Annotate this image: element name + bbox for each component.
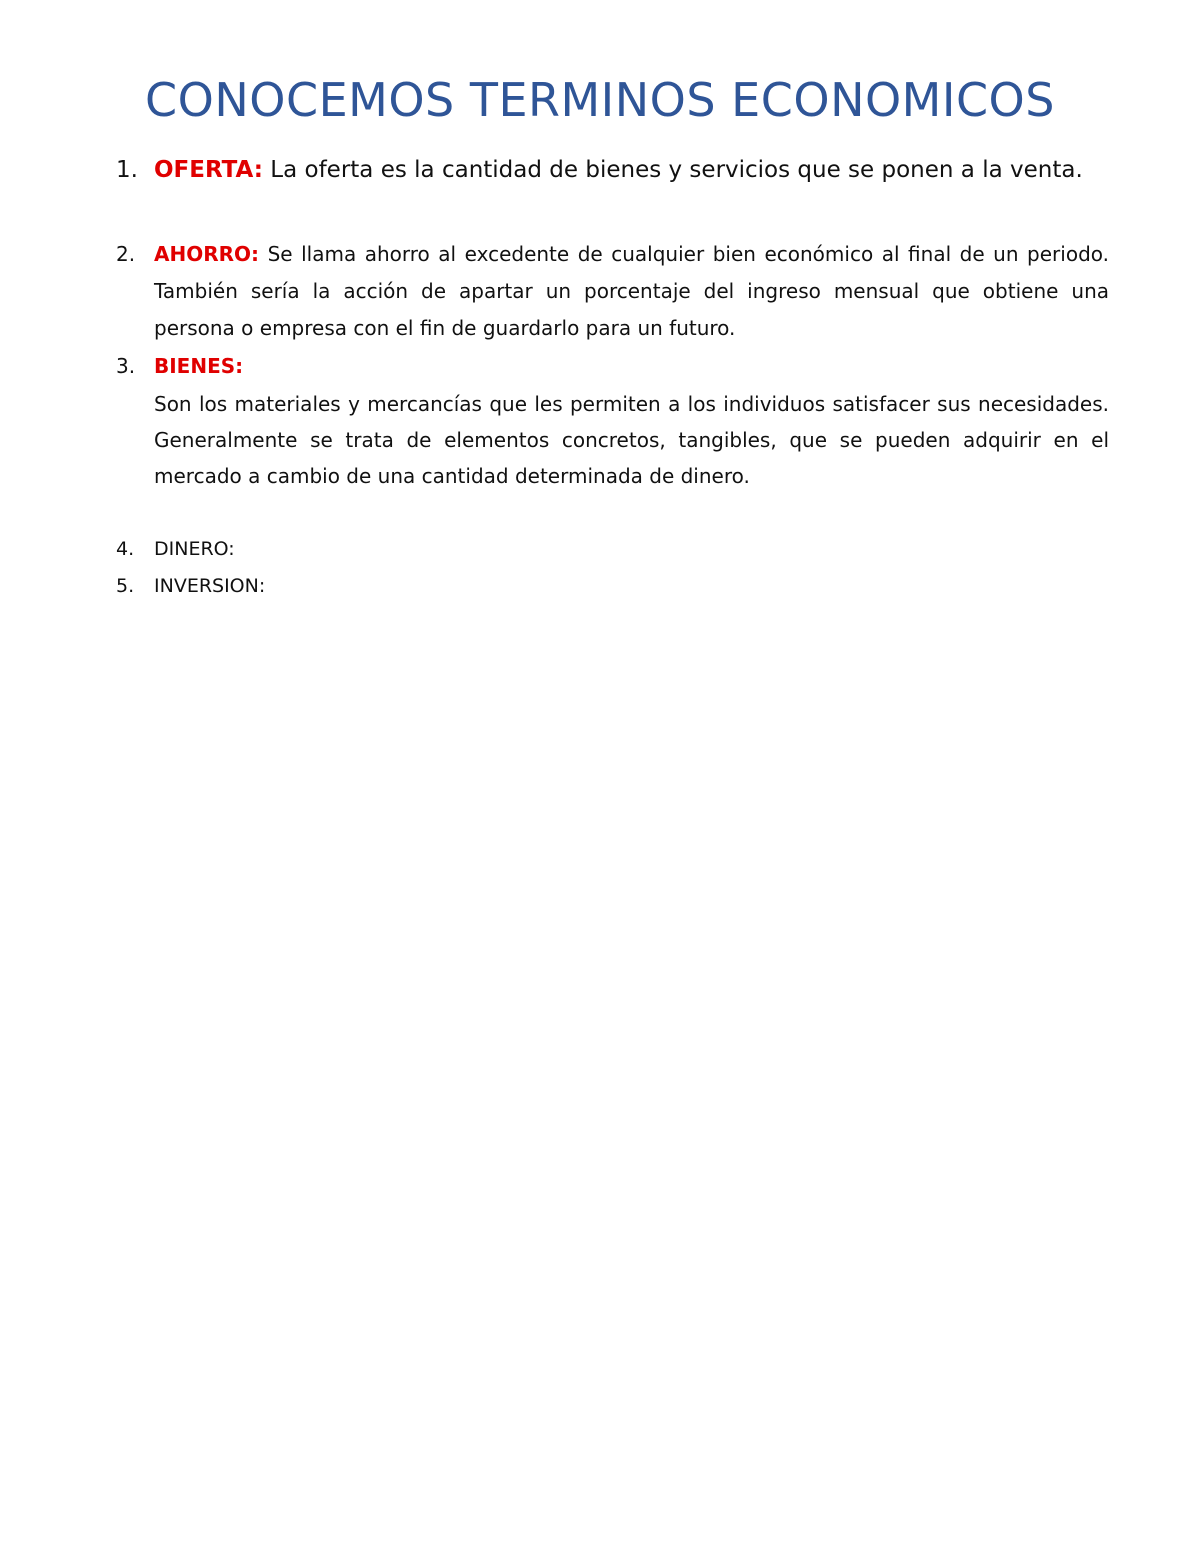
term-label: BIENES:	[154, 354, 244, 378]
list-number: 2.	[116, 242, 136, 266]
document-title: CONOCEMOS TERMINOS ECONOMICOS	[145, 73, 1055, 127]
term-definition: Se llama ahorro al excedente de cualquier bien económico al final de un periodo. También sería la acción de apartar un porcentaje del ingreso mensual que obtiene una persona o empresa con el fin de guardarlo para un futuro.	[154, 242, 1110, 340]
term-label: DINERO:	[154, 538, 235, 560]
list-number: 3.	[116, 354, 136, 378]
list-number: 5.	[116, 575, 135, 597]
term-label: OFERTA:	[154, 157, 263, 183]
list-item-heading	[154, 348, 1109, 385]
term-definition: Son los materiales y mercancías que les permiten a los individuos satisfacer sus necesidades. Generalmente se trata de elementos concretos, tangibles, que se pueden adquirir en el mercado a cambio de una cantidad determinada de dinero.	[154, 392, 1109, 488]
term-label: AHORRO:	[154, 242, 260, 266]
list-item-body	[154, 150, 1084, 191]
list-item-body	[154, 236, 1109, 347]
list-number: 1.	[116, 157, 138, 183]
term-label: INVERSION:	[154, 575, 266, 597]
list-number: 4.	[116, 538, 135, 560]
term-definition: La oferta es la cantidad de bienes y servicios que se ponen a la venta.	[270, 157, 1083, 183]
